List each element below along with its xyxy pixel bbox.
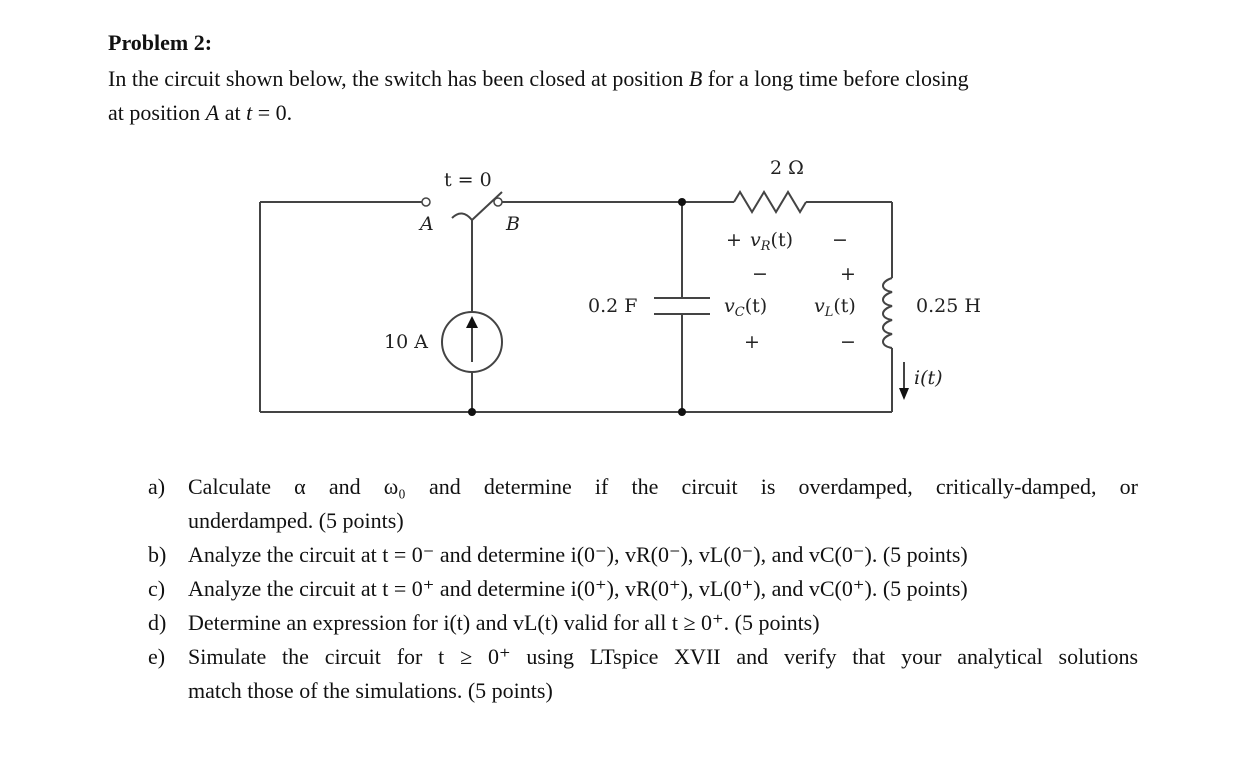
question-text: Calculate α and ω₀ and determine if the circuit is overdamped, critically-damped, or xyxy=(188,474,1138,499)
source-label: 10 A xyxy=(384,331,428,353)
question-text-cont: match those of the simulations. (5 points) xyxy=(188,678,553,703)
question-text: Determine an expression for i(t) and vL(t) valid for all t ≥ 0⁺. (5 points) xyxy=(188,610,820,635)
switch-arc xyxy=(452,213,472,220)
problem-intro xyxy=(108,62,1138,130)
question-label: b) xyxy=(148,542,167,567)
resistor-label: 2 Ω xyxy=(770,157,804,179)
switch-pos-b-label: B xyxy=(506,213,520,235)
intro-line-2: at position A at t = 0. xyxy=(108,100,293,125)
question-label: e) xyxy=(148,644,166,669)
switch-time-label: t = 0 xyxy=(444,169,492,191)
question-label: c) xyxy=(148,576,166,601)
vr-label: $v_R(t)$ xyxy=(750,229,793,254)
question-c xyxy=(148,572,1138,606)
question-list xyxy=(148,470,1138,708)
question-text-cont: underdamped. (5 points) xyxy=(188,508,404,533)
vl-label: $v_L(t)$ xyxy=(814,295,856,320)
question-b xyxy=(148,538,1138,572)
capacitor-label: 0.2 F xyxy=(588,295,638,317)
question-text: Analyze the circuit at t = 0⁺ and determine i(0⁺), vR(0⁺), vL(0⁺), and vC(0⁺). (5 points) xyxy=(188,576,968,601)
vl-plus: + xyxy=(840,263,856,285)
vl-minus: − xyxy=(840,331,856,353)
switch-pos-a-label: A xyxy=(420,213,434,235)
switch-terminal-b xyxy=(494,198,502,206)
inductor-label: 0.25 H xyxy=(916,295,981,317)
question-text: Analyze the circuit at t = 0⁻ and determine i(0⁻), vR(0⁻), vL(0⁻), and vC(0⁻). (5 points) xyxy=(188,542,968,567)
question-e xyxy=(148,640,1138,708)
question-d xyxy=(148,606,1138,640)
node-bottom-right xyxy=(678,408,686,416)
vc-label: $v_C(t)$ xyxy=(724,295,768,320)
question-label: a) xyxy=(148,474,166,499)
vr-minus: − xyxy=(832,229,848,251)
circuit-diagram xyxy=(240,150,1000,440)
node-bottom-left xyxy=(468,408,476,416)
problem-title: Problem 2: xyxy=(108,30,213,55)
question-a xyxy=(148,470,1138,538)
current-source-arrow-head xyxy=(466,316,478,328)
vc-plus: + xyxy=(744,331,760,353)
question-text: Simulate the circuit for t ≥ 0⁺ using LTspice XVII and verify that your analytical solutions xyxy=(188,644,1138,669)
inductor xyxy=(883,278,892,348)
node-top xyxy=(678,198,686,206)
vc-minus: − xyxy=(752,263,768,285)
current-arrow-head xyxy=(899,388,909,400)
switch-terminal-a xyxy=(422,198,430,206)
intro-line-1: In the circuit shown below, the switch has been closed at position B for a long time before closing xyxy=(108,66,969,91)
resistor xyxy=(734,192,806,212)
current-label: i(t) xyxy=(914,367,943,389)
question-label: d) xyxy=(148,610,167,635)
vr-plus: + xyxy=(726,229,742,251)
